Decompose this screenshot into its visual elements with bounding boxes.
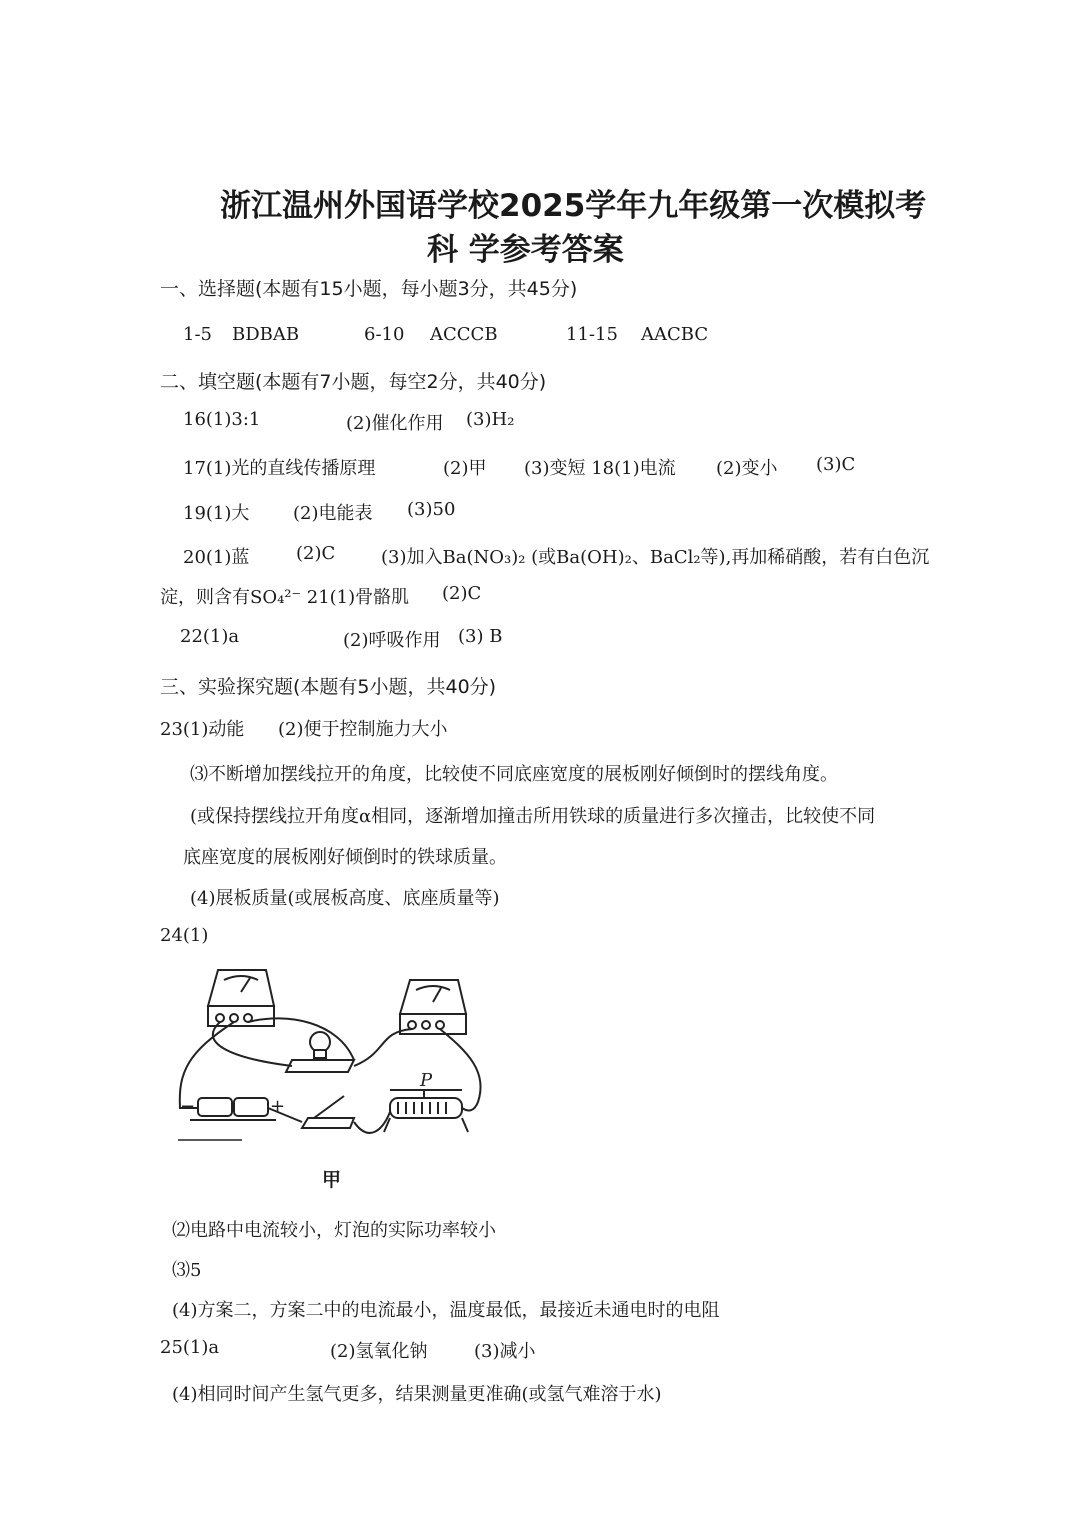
section-2-heading: 二、填空题(本题有7小题，每空2分，共40分) — [160, 371, 547, 393]
answer-q17-2: (2)甲 — [443, 458, 487, 479]
answer-q23-2: (2)便于控制施力大小 — [278, 719, 448, 740]
answer-q16-1: 16(1)3:1 — [183, 409, 261, 430]
answer-range-values: ACCCB — [430, 324, 498, 345]
section-3-heading: 三、实验探究题(本题有5小题，共40分) — [160, 676, 497, 698]
answer-q17-1: 17(1)光的直线传播原理 — [183, 458, 376, 479]
answer-q16-3: (3)H₂ — [466, 409, 515, 430]
answer-q20-3: (3)加入Ba(NO₃)₂ (或Ba(OH)₂、BaCl₂等),再加稀硝酸，若有白色沉 — [381, 547, 930, 568]
voltmeter-icon — [400, 980, 466, 1034]
figure-caption: 甲 — [322, 1169, 342, 1191]
answer-q18-2: (2)变小 — [716, 458, 778, 479]
answer-range-label: 1-5 — [183, 324, 212, 345]
answer-q19-3: (3)50 — [407, 499, 456, 520]
answer-q25-3: (3)减小 — [474, 1341, 536, 1362]
answer-q24-4: (4)方案二，方案二中的电流最小，温度最低，最接近未通电时的电阻 — [172, 1300, 720, 1321]
section-1-heading: 一、选择题(本题有15小题，每小题3分，共45分) — [160, 278, 578, 300]
answer-q24-2: ⑵电路中电流较小，灯泡的实际功率较小 — [172, 1220, 496, 1241]
answer-q20-continued: 淀，则含有SO₄²⁻ 21(1)骨骼肌 — [160, 587, 410, 608]
page-subtitle: 科 学参考答案 — [427, 232, 624, 268]
answer-q22-1: 22(1)a — [180, 626, 240, 647]
answer-q22-2: (2)呼吸作用 — [343, 630, 441, 651]
answer-q17-3-q18-1: (3)变短 18(1)电流 — [524, 458, 676, 479]
slider-label: P — [420, 1070, 433, 1091]
answer-q23-1: 23(1)动能 — [160, 719, 245, 740]
answer-q23-4: (4)展板质量(或展板高度、底座质量等) — [190, 888, 500, 909]
answer-q24-label: 24(1) — [160, 925, 209, 946]
answer-q20-1: 20(1)蓝 — [183, 547, 250, 568]
answer-range-values: BDBAB — [232, 324, 300, 345]
answer-q21-2: (2)C — [442, 583, 482, 604]
answer-q23-3: ⑶不断增加摆线拉开的角度，比较使不同底座宽度的展板刚好倾倒时的摆线角度。 — [190, 764, 838, 785]
answer-q24-3: ⑶5 — [172, 1260, 202, 1281]
answer-q20-2: (2)C — [296, 543, 336, 564]
page-title: 浙江温州外国语学校2025学年九年级第一次模拟考 — [220, 188, 927, 224]
answer-q19-1: 19(1)大 — [183, 503, 250, 524]
answer-q25-2: (2)氢氧化钠 — [330, 1341, 428, 1362]
answer-q23-3-alt-cont: 底座宽度的展板刚好倾倒时的铁球质量。 — [183, 847, 507, 868]
positive-terminal-label: + — [270, 1096, 286, 1117]
answer-q25-4: (4)相同时间产生氢气更多，结果测量更准确(或氢气难溶于水) — [172, 1384, 662, 1405]
switch-icon — [302, 1096, 354, 1128]
negative-terminal-label: − — [180, 1096, 196, 1117]
answer-range-label: 11-15 — [566, 324, 618, 345]
answer-q19-2: (2)电能表 — [293, 503, 373, 524]
answer-q23-3-alt: (或保持摆线拉开角度α相同，逐渐增加撞击所用铁球的质量进行多次撞击，比较使不同 — [190, 806, 876, 827]
answer-q18-3: (3)C — [816, 454, 856, 475]
ammeter-icon — [208, 970, 274, 1026]
circuit-diagram — [168, 962, 498, 1142]
light-bulb-icon — [286, 1032, 354, 1072]
answer-q25-1: 25(1)a — [160, 1337, 220, 1358]
battery-icon — [190, 1098, 276, 1120]
answer-range-label: 6-10 — [364, 324, 405, 345]
answer-q22-3: (3) B — [458, 626, 503, 647]
answer-q16-2: (2)催化作用 — [346, 413, 444, 434]
rheostat-icon — [384, 1090, 468, 1132]
answer-range-values: AACBC — [641, 324, 709, 345]
